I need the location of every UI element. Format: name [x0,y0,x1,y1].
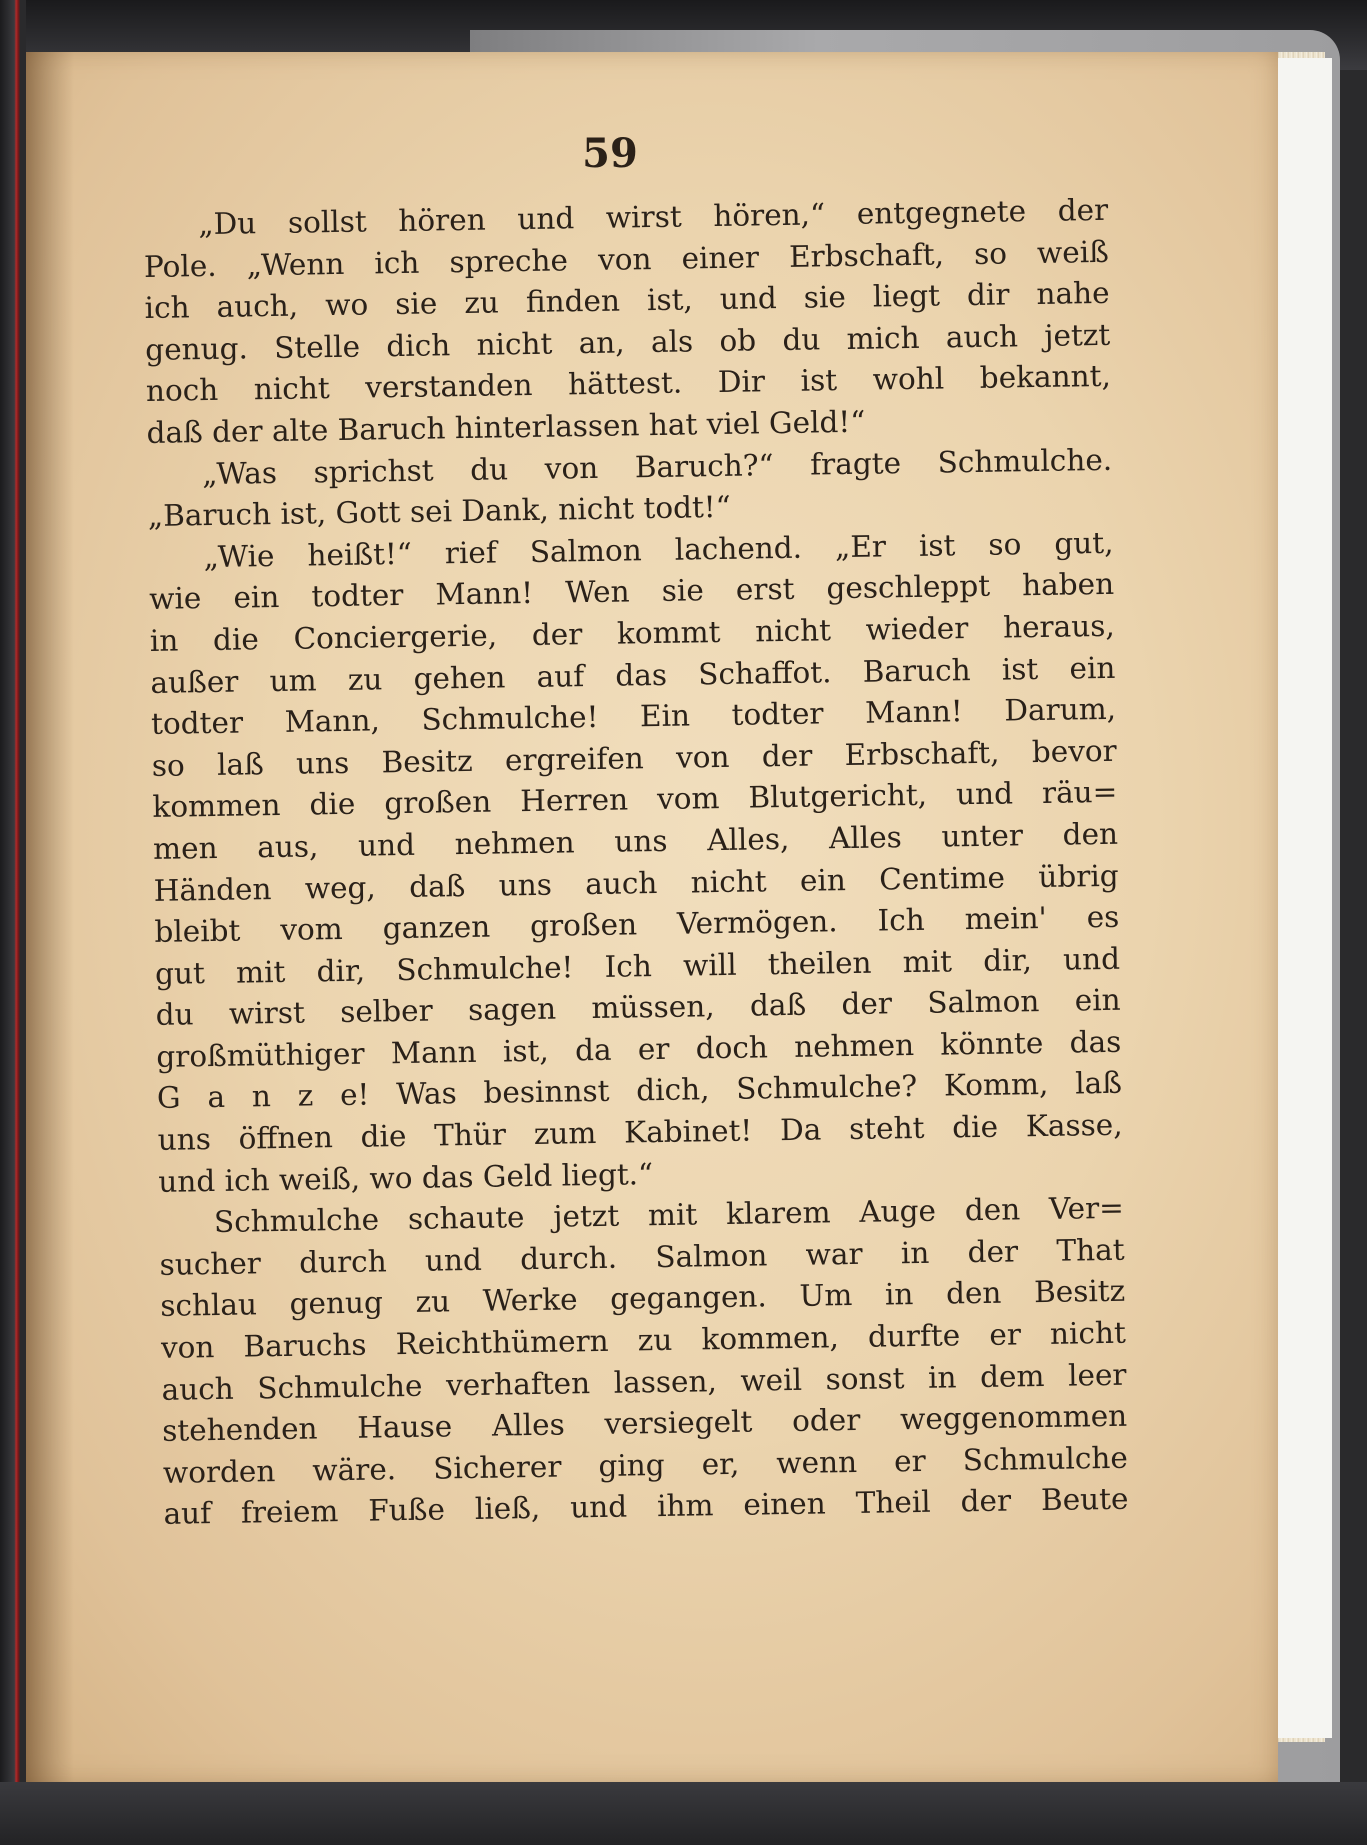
text-line: von Baruchs Reichthümern zu kommen, durfte er nicht [160,1315,1127,1365]
text-line: bleibt vom ganzen großen Vermögen. Ich mein' es [154,899,1120,950]
text-line: auch Schmulche verhaften lassen, weil sonst in dem leer [161,1357,1127,1407]
text-line: „Du sollst hören und wirst hören,“ entgegnete der [198,192,1109,242]
page-stack-white [1272,58,1332,1738]
text-line: genug. Stelle dich nicht an, als ob du mich auch jetzt [145,317,1111,367]
page-number: 59 [582,130,638,177]
text-line: „Wie heißt!“ rief Salmon lachend. „Er ist so gut, [203,525,1114,574]
text-line: wie ein todter Mann! Wen sie erst geschleppt haben [148,567,1115,617]
text-line: todter Mann, Schmulche! Ein todter Mann! Darum, [150,691,1117,742]
book-spine [0,0,26,1845]
text-line: und ich weiß, wo das Geld liegt.“ [158,1156,654,1199]
book-bottom-edge [0,1782,1367,1845]
text-line: du wirst selber sagen müssen, daß der Salmon ein [155,983,1121,1033]
text-line: großmüthiger Mann ist, da er doch nehmen könnte das [156,1024,1122,1074]
text-line: daß der alte Baruch hinterlassen hat viel Geld!“ [146,404,866,450]
text-line: noch nicht verstanden hättest. Dir ist wohl bekannt, [145,359,1112,409]
text-line: kommen die großen Herren vom Blutgericht, und räu= [152,775,1118,825]
text-line: men aus, und nehmen uns Alles, Alles unter den [152,816,1119,866]
text-line: auf freiem Fuße ließ, und ihm einen Theil der Beute [163,1482,1129,1532]
text-line: uns öffnen die Thür zum Kabinet! Da steht die Kasse, [157,1107,1123,1157]
text-line: Händen weg, daß uns auch nicht ein Centime übrig [153,858,1119,908]
text-line: so laß uns Besitz ergreifen von der Erbschaft, bevor [151,733,1117,783]
text-line: sucher durch und durch. Salmon war in der That [159,1232,1125,1282]
text-line: „Was sprichst du von Baruch?“ fragte Schmulche. [201,442,1113,491]
text-line: G a n z e! Was besinnst dich, Schmulche? Komm, laß [156,1066,1123,1116]
text-line: in die Conciergerie, der kommt nicht wieder heraus, [149,608,1115,658]
text-line: schlau genug zu Werke gegangen. Um in den Besitz [160,1274,1126,1324]
text-line: Pole. „Wenn ich spreche von einer Erbschaft, so weiß [143,234,1110,284]
text-line: „Baruch ist, Gott sei Dank, nicht todt!“ [147,489,731,534]
text-line: worden wäre. Sicherer ging er, wenn er Schmulche [162,1440,1129,1490]
text-line: Schmulche schaute jetzt mit klarem Auge den Ver= [213,1190,1125,1240]
text-line: außer um zu gehen auf das Schaffot. Baruch ist ein [150,650,1116,700]
text-line: gut mit dir, Schmulche! Ich will theilen mit dir, und [154,941,1121,991]
text-line: stehenden Hause Alles versiegelt oder weggenommen [161,1398,1128,1449]
text-line: ich auch, wo sie zu finden ist, und sie liegt dir nahe [144,276,1110,326]
body-text [143,190,1129,1536]
